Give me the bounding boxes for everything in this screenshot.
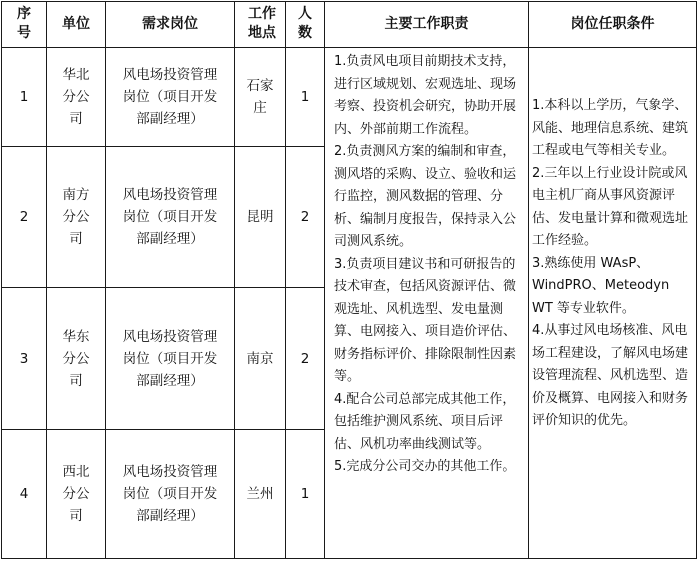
row-position	[106, 288, 234, 429]
position-line: 风电场投资管理	[122, 187, 218, 203]
position-line: 部副经理）	[136, 111, 204, 127]
position-line: 风电场投资管理	[122, 328, 218, 345]
header-location: 工作地点	[248, 6, 276, 41]
duty-item: 3.负责项目建议书和可研报告的技术审查，包括风资源评估、微观选址、风机选型、发电量测算、电网接入、项目造价评估、财务指标评价、排除限制性因素等。	[334, 256, 517, 384]
duty-item: 2.负责测风方案的编制和审查，测风塔的采购、设立、验收和运行监控，测风数据的管理、分析、编制月度报告，保持录入公司测风系统。	[334, 144, 517, 249]
row-location: 南京	[246, 350, 274, 367]
header-requirements: 岗位任职条件	[570, 15, 655, 32]
requirements-cell	[532, 95, 692, 433]
position-line: 岗位（项目开发	[122, 350, 218, 367]
position-line: 部副经理）	[136, 508, 204, 524]
column-divider	[324, 1, 325, 559]
requirement-item: 4.从事过风电场核准、风电场工程建设，了解风电场建设管理流程、风机选型、造价及概算、电网接入和财务评价知识的优先。	[532, 323, 689, 428]
row-position	[106, 48, 234, 146]
row-unit: 西北分公司	[62, 464, 90, 524]
recruitment-table	[1, 1, 697, 559]
row-location: 石家庄	[246, 78, 274, 116]
row-unit: 华东分公司	[62, 328, 90, 389]
position-line: 岗位（项目开发	[122, 209, 218, 225]
table-border-bottom	[1, 558, 697, 559]
duty-item: 1.负责风电项目前期技术支持，进行区域规划、宏观选址、现场考察、投资机会研究，协助开展内、外部前期工作流程。	[334, 54, 517, 137]
row-count: 2	[300, 350, 310, 367]
header-index: 序号	[17, 6, 31, 41]
requirement-item: 2.三年以上行业设计院或风电主机厂商从事风资源评估、发电量计算和微观选址工作经验。	[532, 165, 689, 248]
position-line: 部副经理）	[136, 372, 204, 389]
requirement-item: 1.本科以上学历，气象学、风能、地理信息系统、建筑工程或电气等相关专业。	[532, 98, 689, 158]
row-index: 2	[19, 209, 29, 225]
row-index: 4	[19, 486, 29, 502]
row-location: 兰州	[246, 486, 274, 502]
header-count: 人数	[298, 6, 312, 41]
requirement-item: 3.熟练使用 WAsP、WindPRO、Meteodyn WT 等专业软件。	[532, 255, 670, 316]
row-position	[106, 430, 234, 558]
position-line: 岗位（项目开发	[122, 486, 218, 502]
row-unit: 华北分公司	[62, 67, 90, 127]
position-line: 岗位（项目开发	[122, 89, 218, 105]
position-line: 风电场投资管理	[122, 67, 218, 83]
table-border-right	[696, 1, 697, 559]
duties-cell	[334, 51, 526, 479]
duty-item: 4.配合公司总部完成其他工作，包括维护测风系统、项目后评估、风机功率曲线测试等。	[334, 391, 516, 452]
position-line: 风电场投资管理	[122, 464, 218, 480]
column-divider	[46, 1, 47, 559]
row-count: 2	[300, 209, 310, 225]
row-position	[106, 147, 234, 287]
header-unit: 单位	[62, 15, 90, 32]
header-position: 需求岗位	[142, 15, 198, 32]
row-index: 3	[19, 350, 29, 367]
column-divider	[528, 1, 529, 559]
duty-item: 5.完成分公司交办的其他工作。	[334, 459, 516, 474]
position-line: 部副经理）	[136, 231, 204, 247]
row-count: 1	[300, 486, 310, 502]
row-location: 昆明	[246, 209, 274, 225]
row-unit: 南方分公司	[62, 187, 90, 247]
row-index: 1	[19, 89, 29, 105]
header-duties: 主要工作职责	[384, 15, 469, 32]
row-count: 1	[300, 89, 310, 105]
